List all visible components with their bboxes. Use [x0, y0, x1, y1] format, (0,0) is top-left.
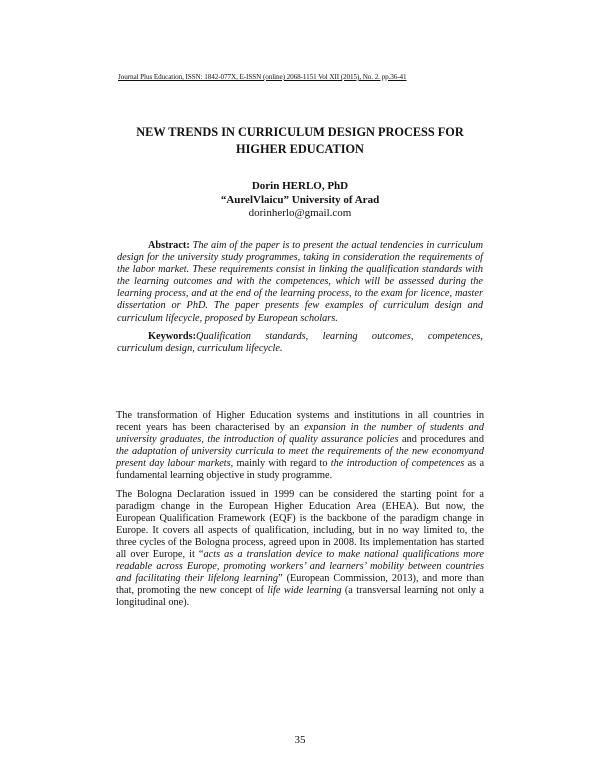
p1-italic-2: the introduction of quality assurance policies	[207, 434, 399, 446]
author-affiliation: “AurelVlaicu” University of Arad	[220, 193, 380, 206]
p2-text-3: (a transversal learning not only a longitudinal one).	[116, 585, 484, 609]
title-line-1: NEW TRENDS IN CURRICULUM DESIGN PROCESS FOR	[136, 125, 464, 139]
p2-italic-2: life wide learning	[267, 585, 342, 597]
keywords-text: Qualification standards, learning outcomes, competences, curriculum design, curriculum lifecycle.	[117, 330, 483, 354]
body-paragraph-1	[116, 410, 484, 483]
abstract-label: Abstract:	[148, 240, 190, 251]
body-text	[116, 410, 484, 616]
p1-italic-4: the introduction of competences	[330, 458, 465, 470]
p1-text-1: The transformation of Higher Education systems and institutions in all countries in recent years has been characterised by an	[116, 410, 484, 434]
abstract-paragraph	[117, 240, 483, 325]
author-block	[150, 180, 450, 221]
p1-text-4: , mainly with regard to	[230, 458, 331, 470]
p1-italic-1: expansion in the number of students and university graduates	[116, 422, 484, 446]
p2-text-1: The Bologna Declaration issued in 1999 can be considered the starting point for a paradigm change in the European Higher Education Area (EHEA). But now, the European Qualification Framework (EQF) is the backbone of the paradigm change in Europe. It covers all aspects of qualification, including, but in no way limited to, the three cycles of the Bologna process, agreed upon in 2008. Its implementation has started all over Europe, it “	[116, 488, 484, 561]
p1-text-3: and procedures and	[398, 434, 484, 446]
paper-title	[100, 124, 500, 158]
abstract-text: The aim of the paper is to present the actual tendencies in curriculum design for the university study programmes, taking in consideration the requirements of the labor market. These requirements consist in linking the qualification standards with the learning outcomes and with the competences, which will be assessed during the learning process, and at the end of the learning process, to the exam for licence, master dissertation or PhD. The paper presents few examples of curriculum design and curriculum lifecycle, proposed by European scholars.	[117, 240, 483, 324]
page-number: 35	[294, 734, 306, 746]
author-email: dorinherlo@gmail.com	[248, 207, 352, 219]
p2-italic-1: acts as a translation device to make national qualifications more readable across Europe, promoting workers’ and learners’ mobility between countries and facilitating their lifelong learning	[116, 549, 484, 585]
author-name: Dorin HERLO, PhD	[251, 180, 349, 192]
p1-text-2: ,	[201, 434, 208, 446]
keywords-label: Keywords:	[148, 330, 197, 342]
body-paragraph-2	[116, 489, 484, 610]
abstract-section	[117, 240, 483, 355]
p1-italic-3: the adaptation of university curricula to meet the requirements of the new economyand present day labour markets	[116, 446, 484, 470]
journal-header: Journal Plus Education, ISSN: 1842-077X, E-ISSN (online) 2068-1151 Vol XII (2015), No. 2. pp.36-41	[118, 73, 407, 81]
title-line-2: HIGHER EDUCATION	[236, 142, 364, 156]
keywords-paragraph	[117, 331, 483, 355]
p2-text-2: ” (European Commission, 2013), and more than that, promoting the new concept of	[116, 573, 485, 597]
p1-text-5: as a fundamental learning objective in study programme.	[116, 458, 485, 482]
